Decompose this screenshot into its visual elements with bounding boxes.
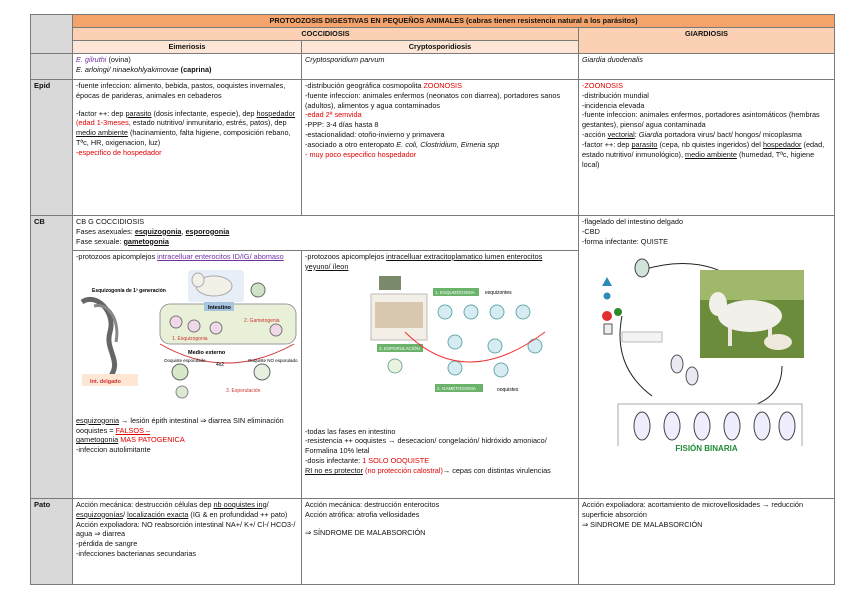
text-line: -ZOONOSIS	[582, 80, 623, 90]
text-line: Acción expoliadora: NO reabsorción intestinal NA+/ K+/ Cl-/ HCO3-/ agua ⇒ diarrea	[76, 519, 296, 539]
text-line: -CBD	[582, 226, 600, 236]
stage-icon	[516, 305, 530, 319]
trophozoite-icon	[671, 355, 683, 373]
trophozoite-icon	[664, 412, 680, 440]
vegetable-icon	[614, 308, 622, 316]
span: (no protección calostral)	[363, 466, 443, 476]
span: -protozoos apicomplejos	[76, 251, 158, 261]
row-label-cb: CB	[31, 215, 73, 498]
x42-label: 4x2	[216, 361, 225, 368]
fruit-icon	[602, 311, 612, 321]
triangle-marker-icon	[602, 277, 612, 286]
text-line	[305, 252, 575, 262]
span: Acción mecánica: destrucción células dep	[76, 499, 214, 509]
corner-cell	[31, 15, 73, 54]
text-line: -pérdida de sangre	[76, 539, 138, 549]
eimeriosis-header: Eimeriosis	[73, 40, 302, 53]
cb-coccidiosis-general	[73, 215, 579, 250]
text-line	[76, 109, 298, 149]
esquizogonia-label: 1. Esquizogonia	[172, 335, 208, 342]
span: Giardia	[638, 130, 663, 140]
trophozoite-icon	[634, 412, 650, 440]
text-line: Acción atrófica: atrofia vellosidades	[305, 509, 420, 519]
stage-icon	[488, 339, 502, 353]
span: FALSOS –	[115, 425, 151, 435]
gametogenia-label: 2. Gametogenia	[244, 317, 280, 324]
oocyst-icon	[176, 386, 188, 398]
span: esquizogonia	[76, 415, 120, 425]
span: E. coli, Clostridium, Eimeria spp	[396, 140, 500, 150]
stage-icon	[490, 305, 504, 319]
eimeria-lifecycle-figure	[76, 262, 298, 404]
span: parasito	[631, 140, 658, 150]
crypto-lifecycle-figure	[305, 272, 575, 402]
oocyst-icon	[251, 283, 265, 297]
span: , estado nutritivo/ inmunitario, estrés, patos), dep	[128, 118, 287, 128]
stage-icon	[388, 359, 402, 373]
esquizontes-label: esquizontes	[485, 289, 512, 296]
figure-label: Esquizogonía de 1ª generación	[92, 287, 166, 294]
span: localización exacta	[127, 509, 189, 519]
table-title: PROTOOZOSIS DIGESTIVAS EN PEQUEÑOS ANIMALES (cabras tienen resistencia natural a los parásitos)	[73, 15, 835, 28]
cycle-arrow	[620, 316, 652, 396]
stage-icon	[464, 305, 478, 319]
pato-eimeriosis	[73, 498, 302, 584]
span: -asociado a otro enteropato	[305, 140, 397, 150]
epid-eimeriosis	[73, 79, 302, 215]
merozoite-icon	[170, 316, 182, 328]
ooquiste-no-esporulado-label: Ooquiste NO esporulado	[248, 357, 298, 363]
cycle-arrow	[752, 366, 782, 406]
giardiosis-header: GIARDIOSIS	[579, 27, 835, 53]
span: Fase sexuale:	[76, 236, 124, 246]
span: (IG & en profundidad ++ pato)	[188, 509, 288, 519]
medio-externo-label: Medio externo	[188, 349, 226, 356]
trophozoite-icon	[686, 367, 698, 385]
text-line	[76, 500, 298, 520]
span: (dosis infectante, especie), dep	[151, 108, 257, 118]
goat-leg	[728, 328, 732, 346]
span: intracelluar extracitoplamatico lumen enterocitos	[386, 251, 543, 261]
text-line: -todas las fases en intestino	[305, 426, 396, 436]
text-line: -PPP: 3-4 días hasta 8	[305, 120, 379, 130]
span: (humedad, Tªc, higiene local)	[582, 150, 815, 169]
text-line: ⇒ SINDROME DE MALABSORCIÓN	[582, 519, 703, 529]
unsporulated-oocyst-icon	[254, 364, 270, 380]
span: MAS PATOGENICA	[118, 435, 185, 445]
epid-giardiosis	[579, 79, 835, 215]
span: esporogonia	[185, 226, 230, 236]
int-delgado-label: Int. delgado	[90, 378, 121, 385]
coccidiosis-header: COCCIDIOSIS	[73, 27, 579, 40]
text-line: -especifico de hospedador	[76, 148, 162, 158]
text-line: -incidencia elevada	[582, 100, 645, 110]
protozoosis-table	[30, 14, 835, 585]
span: (cepa, nb quistes ingeridos) del	[657, 140, 763, 150]
span: medio ambiente	[76, 128, 128, 138]
trophozoite-icon	[754, 412, 770, 440]
text-line: -fuente infeccion: animales enfermos (neonatos con diarrea), portadores sanos (adultos), alimentos y agua contaminados	[305, 90, 561, 110]
text-line	[76, 416, 298, 436]
trophozoite-icon	[694, 412, 710, 440]
row-label-pato: Pato	[31, 498, 73, 584]
text-line	[76, 435, 298, 445]
merozoite-icon	[188, 320, 200, 332]
pato-cryptosporidiosis	[302, 498, 579, 584]
goat-head-icon	[709, 292, 727, 316]
span: -factor ++: dep	[582, 140, 632, 150]
span: Fases asexuales:	[76, 226, 135, 236]
stage-icon	[448, 335, 462, 349]
text-line: -infecciones bacterianas secundarias	[76, 549, 197, 559]
stage-icon	[448, 361, 462, 375]
span: -dosis infectante:	[305, 456, 363, 466]
esporulacion-label: 3. ESPORULACIÓN	[379, 345, 420, 351]
text-line	[305, 466, 575, 476]
span: parasito	[125, 108, 152, 118]
text-line: - muy poco especifico hospedador	[305, 150, 417, 160]
eimeria-arloingi: E. arloingi/ ninaekohlyakimovae	[76, 64, 179, 74]
epid-cryptosporidiosis	[302, 79, 579, 215]
fision-binaria-label: FISIÓN BINARIA	[675, 444, 738, 454]
text-line: Acción expoliadora: acortamiento de microvellosidades → reducción superficie absorción	[582, 499, 804, 519]
span: gametogonia	[123, 236, 169, 246]
cb-giardiosis	[579, 215, 835, 498]
span: gametogonia	[76, 435, 119, 445]
sheep-head-icon	[192, 273, 204, 287]
goat-body-icon	[718, 300, 782, 332]
text-line: -estacionalidad: otoño-invierno y primavera	[305, 130, 445, 140]
span: /	[123, 509, 128, 519]
text-line	[305, 81, 575, 91]
text-line: -edad 2ª semvida	[305, 110, 362, 120]
span: (edad 1-3meses	[76, 118, 129, 128]
species-host: (caprina)	[178, 64, 212, 74]
text-line: CB G COCCIDIOSIS	[76, 216, 145, 226]
trophozoite-icon	[779, 412, 795, 440]
trophozoite-icon	[724, 412, 740, 440]
cb-cryptosporidiosis	[302, 250, 579, 498]
kid-goat-icon	[764, 334, 792, 350]
ooquiste-esporulado-label: Ooquiste esporulado	[164, 357, 206, 363]
intestine-tissue	[375, 302, 423, 328]
text-line: -fuente infeccion: alimento, bebida, pastos, ooquistes invernales, épocas de parideras, animales en cebaderos	[76, 80, 286, 100]
span: (edad, estado nutritivo/ inmunológico),	[582, 140, 825, 160]
sporulated-oocyst-icon	[172, 364, 188, 380]
span: medio ambiente	[685, 150, 737, 160]
span: 1 SOLO OOQUISTE	[362, 456, 430, 466]
text-line	[582, 140, 831, 170]
text-line: -distribución mundial	[582, 90, 649, 100]
text-line	[76, 237, 575, 247]
cb-eimeriosis	[73, 250, 302, 498]
span: portadora virus/ bact/ hongos/ micoplasma	[662, 130, 802, 140]
span: vectorial	[607, 130, 635, 140]
cryptosporidiosis-header: Cryptosporidiosis	[302, 40, 579, 53]
span: → cepas con distintas virulencias	[442, 466, 551, 476]
text-line: Acción mecánica: destrucción enterocitos	[305, 499, 440, 509]
esporulacion-label: 3. Esporulación	[226, 387, 261, 394]
text-line: -forma infectante: QUISTE	[582, 236, 668, 246]
span: -distribución geográfica cosmopolita	[305, 80, 424, 90]
span: -acción	[582, 130, 608, 140]
text-line	[76, 227, 575, 237]
gametogonia-label: 2. GAMETOGONIA	[437, 385, 476, 391]
span: /	[266, 499, 269, 509]
text-line: yeyuno/ íleon	[305, 261, 349, 271]
text-line: -resistencia ++ ooquistes → desecacion/ congelación/ hidróxido amoniaco/ Formalina 10% letal	[305, 436, 547, 456]
text-line: -flagelado del intestino delgado	[582, 216, 684, 226]
giardia-species: Giardia duodenalis	[579, 53, 835, 79]
eimeria-species	[73, 53, 302, 79]
caption-box	[622, 332, 662, 342]
row-label-epid: Epid	[31, 79, 73, 215]
esquizogonia-label: 1. ESQUIZOGONIA	[435, 289, 475, 295]
text-line: -infeccion autolimitante	[76, 445, 151, 455]
circle-marker-icon	[604, 293, 611, 300]
pato-giardiosis	[579, 498, 835, 584]
text-line: -fuente infeccion: animales enfermos, portadores asintomáticos (hembras gestantes), pienso/ agua contaminada	[582, 110, 820, 130]
text-line: ⇒ SÍNDROME DE MALABSORCIÓN	[305, 527, 426, 537]
stage-icon	[494, 363, 508, 377]
span: ZOONOSIS	[423, 80, 462, 90]
span: intracelluar enterocitos ID/IG/ abomaso	[157, 251, 284, 261]
stage-icon	[438, 305, 452, 319]
merozoite-icon	[270, 324, 282, 336]
giardia-lifecycle-figure	[582, 246, 830, 446]
text-line	[305, 456, 575, 466]
span: → lesión épith intestinal ⇒ diarrea SIN eliminación ooquistes =	[76, 415, 284, 435]
span: -factor ++: dep	[76, 108, 126, 118]
span: (hacinamiento, falta higiene, composición rebano, Tªc, HR, oxigenacion, luz)	[76, 128, 291, 148]
crypto-species: Cryptosporidium parvum	[302, 53, 579, 79]
span: hospedador	[256, 108, 296, 118]
species-label-cell	[31, 53, 73, 79]
stage-icon	[528, 339, 542, 353]
span: :	[634, 130, 639, 140]
cyst-icon	[635, 259, 649, 277]
text-line	[305, 140, 575, 150]
span: ,	[181, 226, 186, 236]
water-glass-icon	[604, 324, 612, 334]
species-host: (ovina)	[106, 54, 131, 64]
span: hospedador	[762, 140, 802, 150]
ooquistes-label: ooquistes	[497, 386, 519, 393]
eimeria-gilruthi: E. gilruthi	[76, 54, 107, 64]
merozoite-icon	[210, 322, 222, 334]
cattle-photo	[379, 276, 401, 290]
text-line	[76, 252, 298, 262]
span: -protozoos apicomplejos	[305, 251, 387, 261]
span: esquizogonia	[134, 226, 182, 236]
intestino-label: Intestino	[208, 304, 231, 311]
text-line	[582, 130, 831, 140]
span: esquizogonías	[76, 509, 124, 519]
span: RI no es protector	[305, 466, 363, 476]
span: nb ooquistes ing	[213, 499, 267, 509]
